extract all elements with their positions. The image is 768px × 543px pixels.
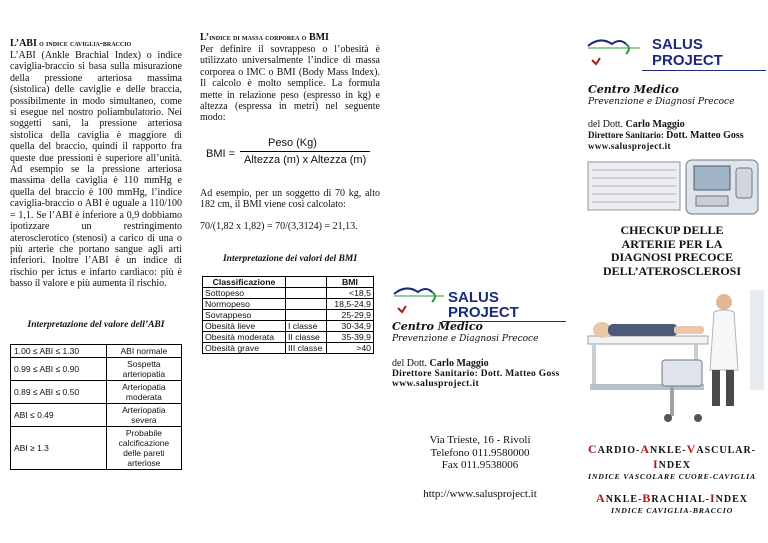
bmi-column — [192, 0, 384, 543]
table-row: Sottopeso <18,5 — [203, 288, 374, 299]
director-line: Direttore Sanitario: Dott. Matteo Goss — [392, 369, 560, 379]
cavi-acronym: CARDIO-ANKLE-VASCULAR-INDEX — [587, 442, 757, 471]
logo-divider — [642, 70, 766, 71]
patient-exam-illustration — [578, 290, 764, 426]
fax-line: Fax 011.9538006 — [441, 459, 519, 471]
cover-title: CHECKUP DELLE ARTERIE PER LA DIAGNOSI PRECOCE DELL’ATEROSCLEROSI — [602, 223, 742, 278]
bmi-table — [202, 276, 374, 354]
contact-column — [386, 0, 568, 543]
table-row: Normopeso 18,5-24,9 — [203, 299, 374, 310]
table-row: 0.99 ≤ ABI ≤ 0.90 Sospetta arteriopatia — [11, 357, 182, 380]
salus-wordmark: SALUS — [448, 289, 499, 306]
project-wordmark: PROJECT — [652, 52, 723, 69]
website-label: www.salusproject.it — [392, 379, 480, 389]
cover-logo-block — [586, 34, 766, 74]
table-row: 0.89 ≤ ABI ≤ 0.50 Arteriopatia moderata — [11, 380, 182, 403]
address-line: Via Trieste, 16 - Rivoli — [429, 434, 531, 446]
bmi-heading: L’indice di massa corporea o BMI — [200, 32, 329, 43]
abi-paragraph: L’ABI (Ankle Brachial Index) o indice caviglia-braccio si basa sulla misurazione della pressione arteriosa massima (sistolica) delle caviglie e delle braccia, possibilmente in modo simultaneo, come si esegue nel nostro poliambulatorio. Nei soggetti sani, la pressione arteriosa sistolica della caviglia è maggiore di quella del braccio, quindi il rapporto fra queste due pressioni è superiore all’unità. Ad esempio se la pressione arteriosa massima della caviglia è 110 mmHg e quella del braccio è 100 mmHg, l’indice caviglia-braccio o ABI è uguale a 110/100 = 1,1. Se l’ABI è inferiore a 0,9 dobbiamo ipotizzare un restringimento aterosclerotico (stenosi) a carico di una o più arterie che portano sangue agli arti inferiori. Inoltre l’ABI è un indice di rischio per ictus e infarto cardiaco: più è basso il valore e più aumenta il rischio. — [10, 50, 182, 290]
abi-acronym: ANKLE-BRACHIAL-INDEX — [596, 491, 748, 505]
website-label: www.salusproject.it — [588, 141, 671, 151]
address-block — [392, 434, 568, 472]
tagline: Prevenzione e Diagnosi Precoce — [392, 334, 539, 344]
bmi-paragraph: Per definire il sovrappeso o l’obesità è utilizzato universalmente l’indice di massa corporea o IMC o BMI (Body Mass Index). Il calcolo è molto semplice. La formula mette in relazione peso (espresso in kg) e altezza (espressa in metri) nel seguente modo: — [200, 44, 380, 124]
table-header: Classificazione BMI — [203, 277, 374, 288]
salus-logo-icon — [392, 282, 446, 318]
bmi-formula: BMI = Peso (Kg) Altezza (m) x Altezza (m) — [200, 124, 380, 182]
bmi-calculation: 70/(1,82 x 1,82) = 70/(3,3124) = 21,13. — [200, 220, 358, 232]
centro-medico-label: Centro Medico — [392, 320, 483, 333]
abi-heading: L’ABI o indice caviglia-braccio — [10, 38, 132, 49]
abi-table-title: Interpretazione del valore dell’ABI — [27, 319, 165, 330]
salus-logo-icon — [586, 34, 642, 72]
bmi-example: Ad esempio, per un soggetto di 70 kg, alto 182 cm, il BMI viene così calcolato: — [200, 187, 380, 211]
phone-line: Telefono 011.9580000 — [430, 446, 530, 459]
abi-table — [10, 344, 182, 470]
cavi-subtitle: INDICE VASCOLARE CUORE-CAVIGLIA — [588, 472, 756, 481]
abi-column — [0, 0, 188, 543]
centro-medico-label: Centro Medico — [588, 83, 679, 96]
table-row: Obesità lieve I classe 30-34,9 — [203, 321, 374, 332]
ecg-device-illustration — [586, 156, 762, 218]
abi-subtitle: INDICE CAVIGLIA-BRACCIO — [610, 506, 734, 515]
website-link[interactable]: http://www.salusproject.it — [423, 488, 537, 500]
bmi-table-title: Interpretazione dei valori del BMI — [222, 254, 358, 265]
table-row: Obesità grave III classe >40 — [203, 343, 374, 354]
project-wordmark: PROJECT — [448, 304, 519, 321]
table-row: Sovrappeso 25-29,9 — [203, 310, 374, 321]
director-line: Direttore Sanitario: Dott. Matteo Goss — [588, 130, 744, 141]
table-row: ABI ≤ 0.49 Arteriopatia severa — [11, 403, 182, 426]
salus-wordmark: SALUS — [652, 36, 703, 53]
tagline: Prevenzione e Diagnosi Precoce — [588, 97, 735, 107]
table-row: Obesità moderata II classe 35-39,9 — [203, 332, 374, 343]
table-row: ABI ≥ 1.3 Probabile calcificazione delle pareti arteriose — [11, 426, 182, 469]
fraction-bar — [240, 151, 370, 152]
cover-column — [572, 0, 768, 543]
doctor-line: del Dott. Carlo Maggio — [588, 119, 685, 130]
doctor-line: del Dott. Carlo Maggio — [392, 358, 489, 369]
table-row: 1.00 ≤ ABI ≤ 1.30 ABI normale — [11, 344, 182, 357]
